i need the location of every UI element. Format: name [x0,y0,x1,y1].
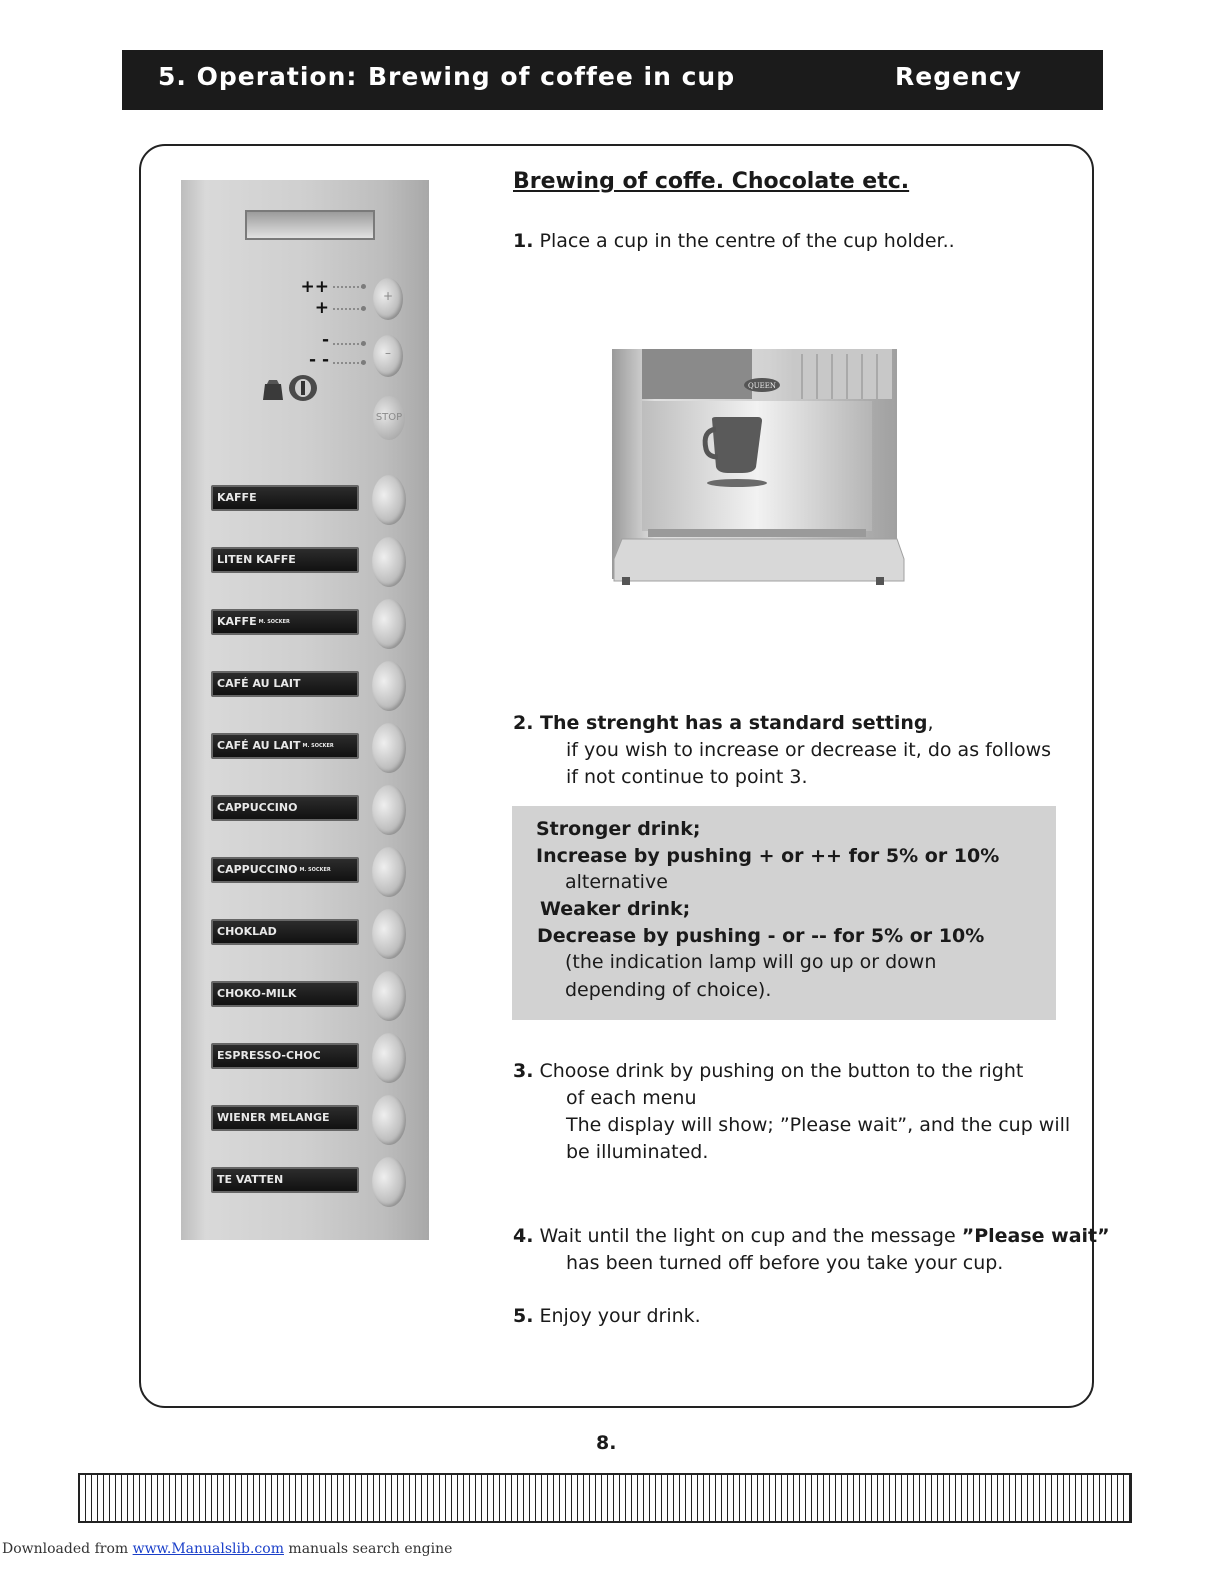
drink-button-liten-kaffe[interactable] [372,537,406,587]
drink-button-choko-milk[interactable] [372,971,406,1021]
drink-button-cafe-au-lait-socker[interactable] [372,723,406,773]
lamp-note-continued: depending of choice). [565,979,772,1001]
drink-button-kaffe-socker[interactable] [372,599,406,649]
lamp-line [333,362,363,364]
drink-button-cappuccino[interactable] [372,785,406,835]
drink-label: CAPPUCCINO M. SOCKER [211,857,359,883]
drink-row-choklad [211,909,411,959]
decrease-instruction: Decrease by pushing - or -- for 5% or 10% [537,925,985,947]
increase-instruction: Increase by pushing + or ++ for 5% or 10% [536,845,1000,867]
stronger-heading: Stronger drink; [536,818,701,840]
drink-label: CHOKO-MILK [211,981,359,1007]
drink-label: TE VATTEN [211,1167,359,1193]
step-5: 5. Enjoy your drink. [513,1305,701,1327]
drink-button-espresso-choc[interactable] [372,1033,406,1083]
strength-label-plus: + [314,298,329,318]
drink-row-cafe-au-lait [211,661,411,711]
drink-label: CAPPUCCINO [211,795,359,821]
indicator-lamp [361,360,366,365]
drink-label: CAFÉ AU LAIT [211,671,359,697]
control-panel-illustration [181,180,429,1240]
step-4: 4. Wait until the light on cup and the message ”Please wait” has been turned off before you take your cup. [513,1225,1110,1274]
drink-button-kaffe[interactable] [372,475,406,525]
drink-button-te-vatten[interactable] [372,1157,406,1207]
drink-row-kaffe-socker [211,599,411,649]
stop-button[interactable]: STOP [373,396,405,440]
footer-suffix: manuals search engine [283,1541,453,1557]
step-3: 3. Choose drink by pushing on the button to the right of each menu The display will show; ”Please wait”, and the cup will be illuminated. [513,1060,1071,1163]
drink-row-liten-kaffe [211,537,411,587]
drink-row-te-vatten [211,1157,411,1207]
strength-info-box [512,806,1056,1020]
drink-label: WIENER MELANGE [211,1105,359,1131]
alternative-text: alternative [565,871,668,893]
footer [2,1541,452,1557]
indicator-lamp [361,306,366,311]
drink-button-choklad[interactable] [372,909,406,959]
drink-label: CAFÉ AU LAIT M. SOCKER [211,733,359,759]
lamp-line [333,308,363,310]
manualslib-link[interactable]: www.Manualslib.com [132,1541,284,1557]
step-1: 1. Place a cup in the centre of the cup holder.. [513,230,955,252]
drink-label: KAFFE M. SOCKER [211,609,359,635]
weaker-heading: Weaker drink; [540,898,691,920]
header-topic: Brewing of coffee in cup [368,62,736,91]
drink-label: LITEN KAFFE [211,547,359,573]
drink-label: KAFFE [211,485,359,511]
drink-row-choko-milk [211,971,411,1021]
machine-brand: QUEEN [748,382,776,390]
drink-label: CHOKLAD [211,919,359,945]
coffee-machine-illustration [612,349,907,585]
indicator-lamp [361,341,366,346]
decrease-strength-button[interactable]: – [373,335,403,377]
decorative-stripe-bar [78,1473,1132,1523]
drink-row-wiener-melange [211,1095,411,1145]
drink-row-cafe-au-lait-socker [211,723,411,773]
drink-button-cafe-au-lait[interactable] [372,661,406,711]
drink-row-cappuccino-socker [211,847,411,897]
strength-label-minusminus: - - [308,350,329,370]
drink-row-espresso-choc [211,1033,411,1083]
step-2: 2. The strenght has a standard setting, if you wish to increase or decrease it, do as follows if not continue to point 3. [513,712,1052,788]
section-title: Brewing of coffe. Chocolate etc. [513,169,910,194]
lamp-line [333,286,363,288]
drink-row-kaffe [211,475,411,525]
page-number: 8. [596,1432,617,1454]
indicator-lamp [361,284,366,289]
drink-button-cappuccino-socker[interactable] [372,847,406,897]
strength-label-plusplus: ++ [300,277,329,297]
drink-label: ESPRESSO-CHOC [211,1043,359,1069]
coffee-pot-icon [261,372,321,402]
footer-prefix: Downloaded from [2,1541,133,1557]
drink-button-wiener-melange[interactable] [372,1095,406,1145]
drink-row-cappuccino [211,785,411,835]
header-bar [122,50,1103,110]
strength-label-minus: - [321,330,329,350]
panel-display [245,210,375,240]
lamp-note: (the indication lamp will go up or down [565,951,937,973]
header-model: Regency [895,62,1022,91]
header-section: 5. Operation: [158,62,358,91]
lamp-line [333,343,363,345]
increase-strength-button[interactable]: + [373,278,403,320]
